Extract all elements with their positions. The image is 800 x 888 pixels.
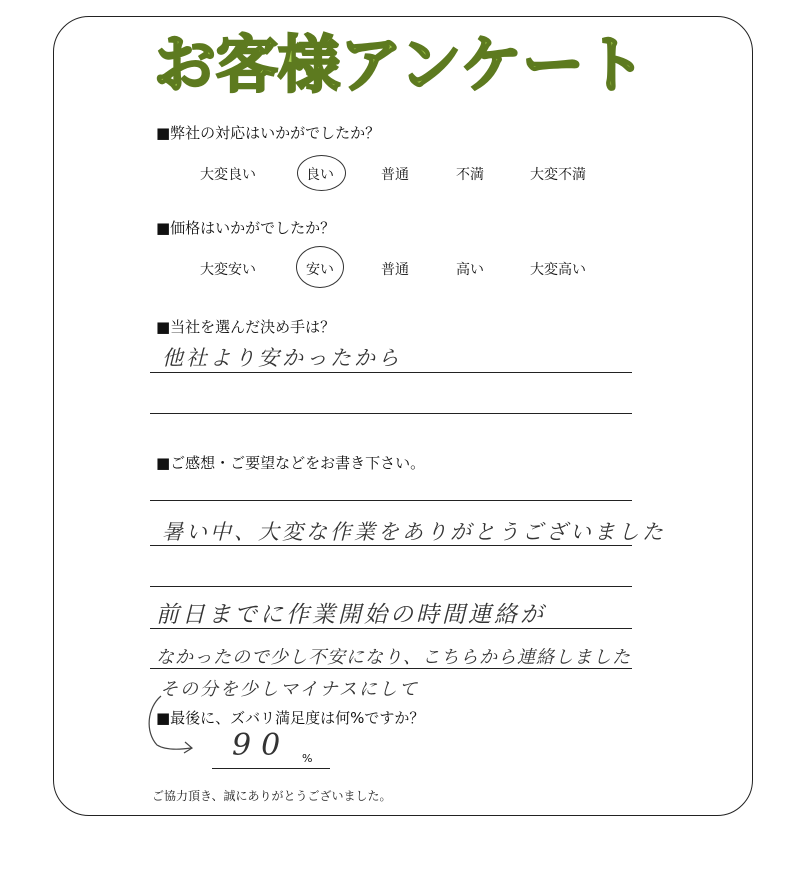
q5-handwritten-answer: 90 [232,728,291,763]
q4-answer-line-5 [150,668,632,669]
q3-handwritten-answer: 他社より安かったから [162,346,402,370]
q1-option-1[interactable]: 大変良い [200,167,256,183]
q1-option-4[interactable]: 不満 [456,167,484,183]
q2-option-4[interactable]: 高い [456,262,484,278]
q5-percent-unit: % [302,752,313,765]
title-text: お客様アンケート [153,28,647,101]
q3-answer-line-2 [150,413,632,414]
q2-option-2[interactable]: 安い [306,262,334,278]
q4-handwritten-line-2: 前日までに作業開始の時間連絡が [156,602,546,628]
q4-answer-line-1 [150,500,632,501]
q4-answer-line-2 [150,545,632,546]
q1-selected-circle [297,155,346,191]
q2-option-3[interactable]: 普通 [381,262,409,278]
handwritten-arrow [143,690,203,760]
q3-answer-line-1 [150,372,632,373]
thanks-message: ご協力頂き、誠にありがとうございました。 [152,789,392,803]
question-3: ■当社を選んだ決め手は？ [156,318,336,336]
q4-answer-line-3 [150,586,632,587]
q4-handwritten-line-3: なかったので少し不安になり、こちらから連絡しました [156,647,631,668]
question-2: ■価格はいかがでしたか？ [156,219,336,237]
question-1: ■弊社の対応はいかがでしたか？ [156,124,381,142]
q2-selected-circle [296,246,344,288]
q4-answer-line-4 [150,628,632,629]
question-4: ■ご感想・ご要望などをお書き下さい。 [156,454,426,472]
q1-option-5[interactable]: 大変不満 [530,167,586,183]
q1-option-3[interactable]: 普通 [381,167,409,183]
q1-option-2[interactable]: 良い [306,167,334,183]
question-5: ■最後に、ズバリ満足度は何%ですか？ [156,709,425,727]
survey-title [120,24,680,104]
q2-option-1[interactable]: 大変安い [200,262,256,278]
q4-handwritten-line-4: その分を少しマイナスにして [160,679,419,700]
q5-answer-line [212,768,330,769]
title-graphic [120,24,680,104]
q4-handwritten-line-1: 暑い中、大変な作業をありがとうございました [162,520,666,544]
q2-option-5[interactable]: 大変高い [530,262,586,278]
